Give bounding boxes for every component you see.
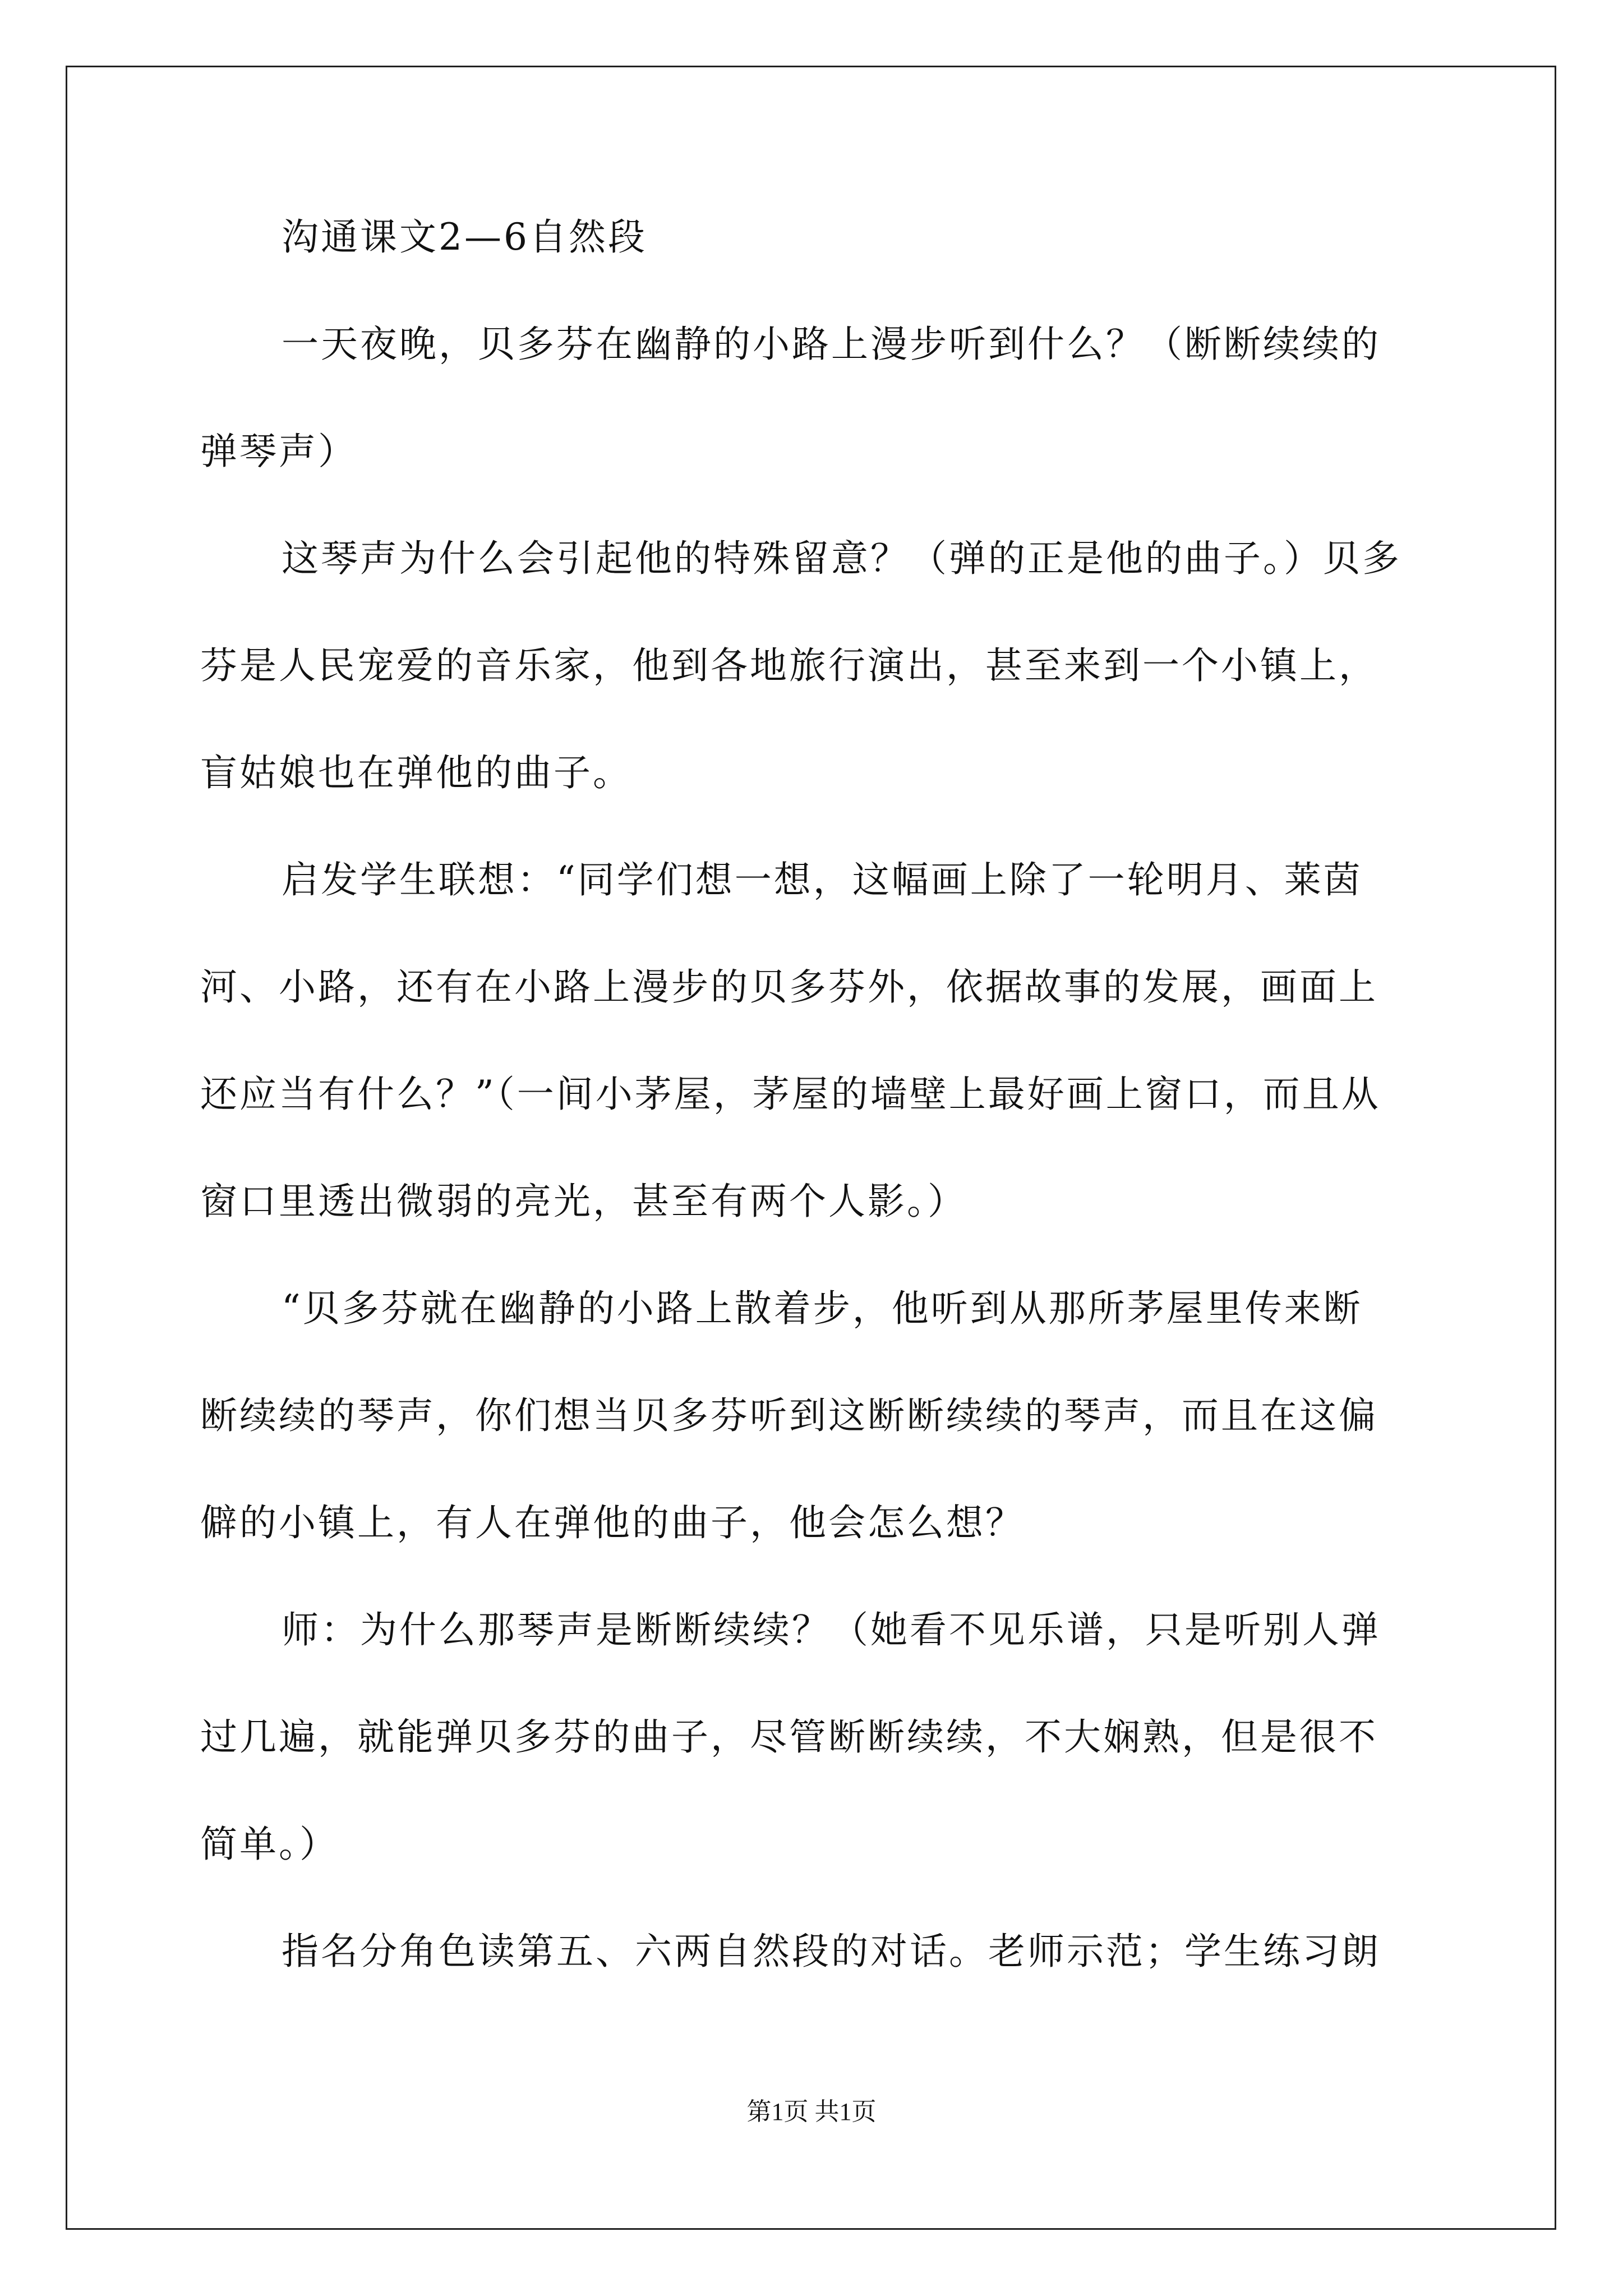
page-border [66,66,1556,2230]
text-line: 弹琴声） [200,430,357,473]
text-line: 还应当有什么？”（一间小茅屋，茅屋的墙壁上最好画上窗口，而且从 [200,1073,1381,1116]
text-line: 窗口里透出微弱的亮光，甚至有两个人影。） [200,1180,967,1223]
text-line: “贝多芬就在幽静的小路上散着步，他听到从那所茅屋里传来断 [282,1287,1363,1330]
text-line: 断续续的琴声，你们想当贝多芬听到这断断续续的琴声，而且在这偏 [200,1394,1378,1437]
text-line: 过几遍，就能弹贝多芬的曲子，尽管断断续续，不大娴熟，但是很不 [200,1715,1378,1759]
text-line: 简单。） [200,1823,339,1866]
text-line: 师：为什么那琴声是断断续续？（她看不见乐谱，只是听别人弹 [282,1608,1381,1651]
text-line: 盲姑娘也在弹他的曲子。 [200,751,632,794]
page-number-footer: 第1页 共1页 [746,2098,877,2125]
text-line: 启发学生联想：“同学们想一想，这幅画上除了一轮明月、莱茵 [282,858,1363,901]
text-line: 指名分角色读第五、六两自然段的对话。老师示范；学生练习朗 [282,1930,1381,1973]
text-line: 沟通课文2—6自然段 [282,215,647,259]
text-line: 一天夜晚，贝多芬在幽静的小路上漫步听到什么？（断断续续的 [282,323,1381,366]
text-line: 河、小路，还有在小路上漫步的贝多芬外，依据故事的发展，画面上 [200,965,1378,1009]
text-line: 这琴声为什么会引起他的特殊留意？（弹的正是他的曲子。）贝多 [282,537,1401,580]
text-line: 芬是人民宠爱的音乐家，他到各地旅行演出，甚至来到一个小镇上， [200,644,1378,687]
text-line: 僻的小镇上，有人在弹他的曲子，他会怎么想？ [200,1501,1025,1544]
